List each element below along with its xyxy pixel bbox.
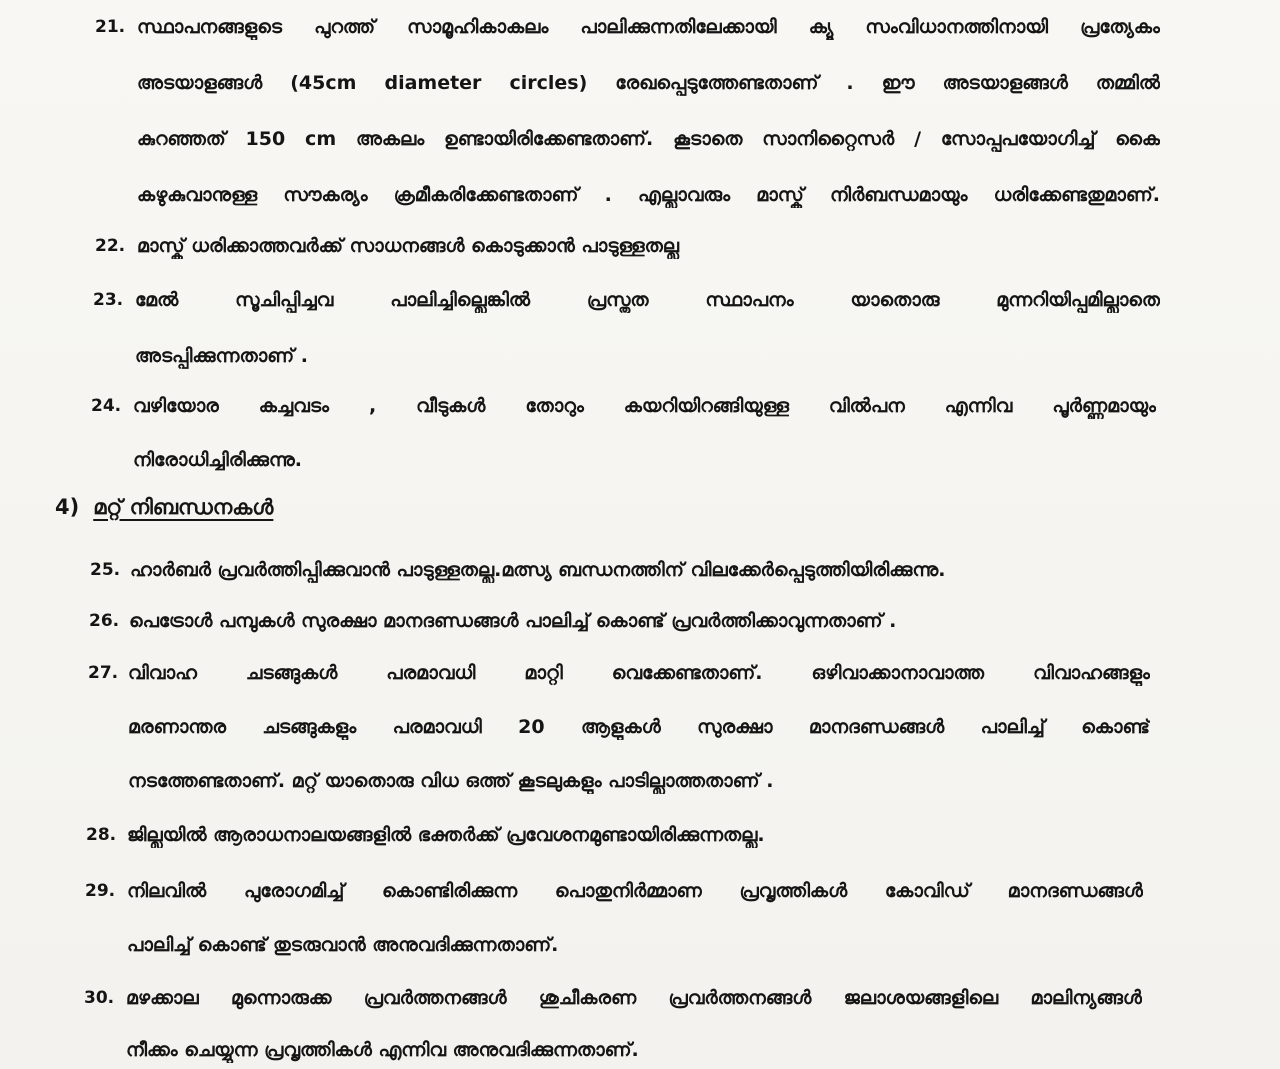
list-item-22 [95,233,1160,259]
list-item-24 [91,393,1156,473]
item-number: 26. [89,611,120,631]
list-item-26 [89,608,1149,634]
list-item-27 [88,660,1150,794]
item-text-line: നീക്കം ചെയ്യുന്ന പ്രവൃത്തികൾ എന്നിവ അനുവദിക്കുന്നതാണ്. [126,1039,639,1061]
item-number: 23. [93,290,124,310]
item-text-line: മാസ്ക് ധരിക്കാത്തവർക്ക് സാധനങ്ങൾ കൊടുക്കാൻ പാടുള്ളതല്ല [137,235,679,257]
item-text-line: പാലിച്ച് കൊണ്ട് തുടരുവാൻ അനുവദിക്കുന്നതാണ്. [127,934,559,956]
item-text-line: നിരോധിച്ചിരിക്കുന്നു. [133,449,302,471]
item-text-line: ഹാർബർ പ്രവർത്തിപ്പിക്കുവാൻ പാടുള്ളതല്ല.മത്സ്യ ബന്ധനത്തിന് വിലക്കേർപ്പെടുത്തിയിരിക്കുന്നു. [130,559,946,581]
item-text-line: മേൽ സൂചിപ്പിച്ചവ പാലിച്ചില്ലെങ്കിൽ പ്രസ്തുത സ്ഥാപനം യാതൊരു മുന്നറിയിപ്പുമില്ലാതെ [135,289,1160,311]
item-number: 24. [91,396,122,416]
item-text-line: ജില്ലയിൽ ആരാധനാലയങ്ങളിൽ ഭക്തർക്ക് പ്രവേശനമുണ്ടായിരിക്കുന്നതല്ല. [127,824,765,846]
list-item-29 [85,878,1143,958]
item-number: 27. [88,663,119,683]
item-number: 28. [86,825,117,845]
list-item-25 [90,557,1150,583]
item-text-line: മരണാന്തര ചടങ്ങുകളും പരമാവധി 20 ആളുകൾ സുരക്ഷാ മാനദണ്ഡങ്ങൾ പാലിച്ച് കൊണ്ട് [128,716,1150,738]
list-item-28 [86,822,1146,848]
list-item-23 [93,287,1160,369]
item-text-line: നടത്തേണ്ടതാണ്. മറ്റ് യാതൊരു വിധ ഒത്ത് കൂടലുകളും പാടില്ലാത്തതാണ് . [128,770,774,792]
item-number: 30. [84,988,115,1008]
item-text-line: കഴുകുവാനുള്ള സൗകര്യം ക്രമീകരിക്കേണ്ടതാണ് . എല്ലാവരും മാസ്ക് നിർബന്ധമായും ധരിക്കേണ്ടതുമാണ്. [137,184,1160,206]
item-text-line: വഴിയോര കച്ചവടം , വീടുകൾ തോറും കയറിയിറങ്ങിയുള്ള വിൽപന എന്നിവ പൂർണ്ണമായും [133,395,1156,417]
section-number: 4) [55,495,80,519]
item-text-line: കുറഞ്ഞത് 150 cm അകലം ഉണ്ടായിരിക്കേണ്ടതാണ്. കൂടാതെ സാനിറ്റൈസർ / സോപ്പുപയോഗിച്ച് കൈ [137,128,1160,150]
section-heading [55,495,273,520]
item-text-line: അടയാളങ്ങൾ (45cm diameter circles) രേഖപ്പെടുത്തേണ്ടതാണ് . ഈ അടയാളങ്ങൾ തമ്മിൽ [137,72,1160,94]
item-number: 25. [90,560,121,580]
list-item-30 [84,985,1142,1063]
item-number: 22. [95,236,126,256]
item-text-line: പെട്രോൾ പമ്പുകൾ സുരക്ഷാ മാനദണ്ഡങ്ങൾ പാലിച്ച് കൊണ്ട് പ്രവർത്തിക്കാവുന്നതാണ് . [129,610,897,632]
list-item-21 [95,14,1160,208]
section-title: മറ്റ് നിബന്ധനകൾ [93,495,274,519]
item-text-line: വിവാഹ ചടങ്ങുകൾ പരമാവധി മാറ്റി വെക്കേണ്ടതാണ്. ഒഴിവാക്കാനാവാത്ത വിവാഹങ്ങളും [128,662,1150,684]
item-number: 29. [85,881,116,901]
item-text-line: നിലവിൽ പുരോഗമിച്ച് കൊണ്ടിരിക്കുന്ന പൊതുനിർമ്മാണ പ്രവൃത്തികൾ കോവിഡ് മാനദണ്ഡങ്ങൾ [127,880,1143,902]
item-text-line: മഴക്കാല മുന്നൊരുക്ക പ്രവർത്തനങ്ങൾ ശുചീകരണ പ്രവർത്തനങ്ങൾ ജലാശയങ്ങളിലെ മാലിന്യങ്ങൾ [126,987,1142,1009]
item-text-line: അടപ്പിക്കുന്നതാണ് . [135,345,308,367]
item-number: 21. [95,17,126,37]
item-text-line: സ്ഥാപനങ്ങളുടെ പുറത്ത് സാമൂഹികാകലം പാലിക്കുന്നതിലേക്കായി ക്യൂ സംവിധാനത്തിനായി പ്രത്യേകം [137,16,1160,38]
